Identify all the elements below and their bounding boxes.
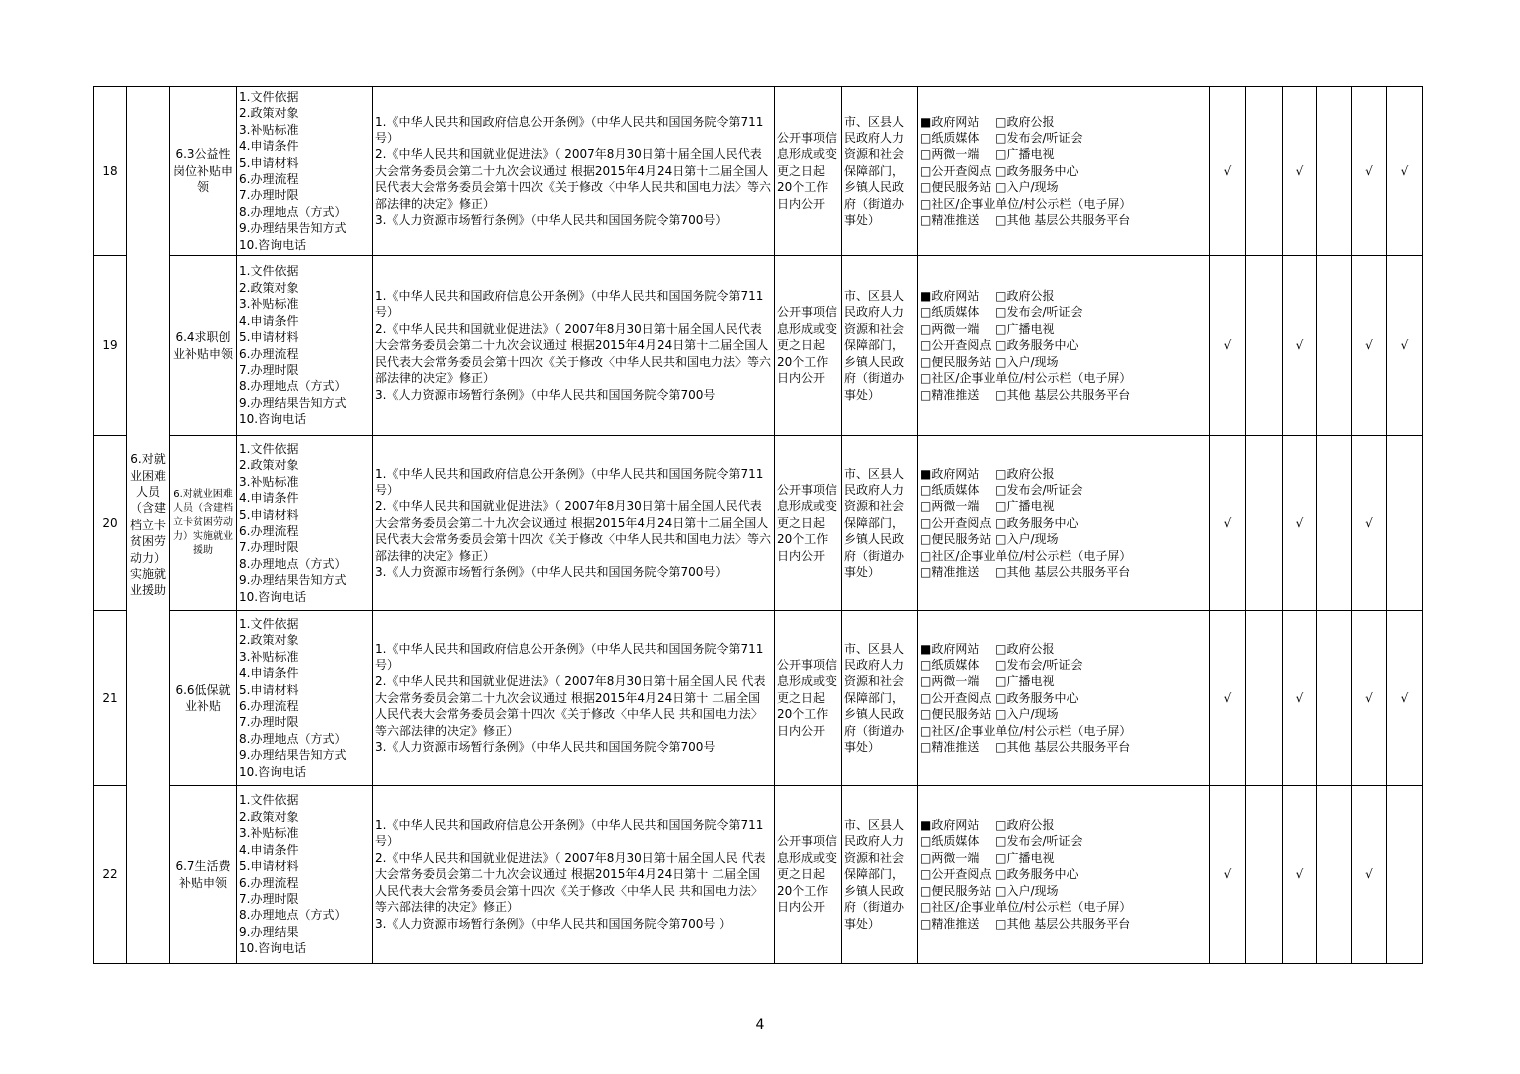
channel-item: □便民服务站 □入户/现场	[920, 354, 1059, 369]
subitem-name: 6.4求职创业补贴申领	[170, 256, 237, 436]
category-cell: 6.对就业困难人员（含建档立卡贫困劳动力）实施就业援助	[127, 87, 170, 964]
channel-item: □公开查阅点 □政务服务中心	[920, 338, 1079, 353]
channel-item: ■政府网站 □政府公报	[920, 466, 1055, 481]
disclosure-timing: 公开事项信息形成或变更之日起20个工作日内公开	[775, 87, 842, 256]
channel-item: □纸质媒体 □发布会/听证会	[920, 305, 1083, 320]
check-mark: √	[1283, 786, 1317, 964]
channel-item: □社区/企事业单位/村公示栏（电子屏）	[920, 196, 1132, 211]
content-item: 3.补贴标准	[239, 826, 299, 841]
channel-item: □便民服务站 □入户/现场	[920, 180, 1059, 195]
content-item: 2.政策对象	[239, 106, 299, 121]
basis-item: 1.《中华人民共和国政府信息公开条例》（中华人民共和国国务院令第711号）	[375, 641, 764, 672]
subitem-name: 6.对就业困难人员（含建档立卡贫困劳动力）实施就业援助	[170, 436, 237, 611]
disclosure-content	[237, 87, 373, 256]
basis-item: 1.《中华人民共和国政府信息公开条例》（中华人民共和国国务院令第711号）	[375, 466, 764, 497]
content-item: 1.文件依据	[239, 264, 299, 279]
check-mark: √	[1283, 611, 1317, 786]
content-item: 2.政策对象	[239, 633, 299, 648]
subitem-name: 6.6低保就业补贴	[170, 611, 237, 786]
disclosure-subject: 市、区县人民政府人力资源和社会保障部门，乡镇人民政府（街道办事处）	[842, 256, 918, 436]
content-item: 10.咨询电话	[239, 237, 307, 252]
content-item: 10.咨询电话	[239, 764, 307, 779]
channel-item: □公开查阅点 □政务服务中心	[920, 163, 1079, 178]
check-mark: √	[1210, 611, 1246, 786]
disclosure-timing: 公开事项信息形成或变更之日起20个工作日内公开	[775, 256, 842, 436]
check-mark: √	[1283, 87, 1317, 256]
basis-item: 1.《中华人民共和国政府信息公开条例》（中华人民共和国国务院令第711号）	[375, 818, 764, 849]
legal-basis	[373, 436, 775, 611]
check-mark	[1246, 87, 1283, 256]
channel-item: ■政府网站 □政府公报	[920, 114, 1055, 129]
content-item: 7.办理时限	[239, 891, 299, 906]
content-item: 10.咨询电话	[239, 412, 307, 427]
content-item: 4.申请条件	[239, 666, 299, 681]
disclosure-subject: 市、区县人民政府人力资源和社会保障部门，乡镇人民政府（街道办事处）	[842, 436, 918, 611]
legal-basis	[373, 87, 775, 256]
legal-basis	[373, 611, 775, 786]
channel-item: □便民服务站 □入户/现场	[920, 707, 1059, 722]
content-item: 4.申请条件	[239, 842, 299, 857]
check-mark: √	[1210, 87, 1246, 256]
content-item: 10.咨询电话	[239, 941, 307, 956]
check-mark: √	[1283, 256, 1317, 436]
disclosure-content	[237, 436, 373, 611]
channel-item: ■政府网站 □政府公报	[920, 641, 1055, 656]
check-mark	[1246, 256, 1283, 436]
channel-item: □精准推送 □其他 基层公共服务平台	[920, 387, 1131, 402]
content-item: 6.办理流程	[239, 172, 299, 186]
disclosure-content	[237, 256, 373, 436]
content-item: 10.咨询电话	[239, 589, 307, 604]
content-item: 9.办理结果告知方式	[239, 395, 347, 410]
content-item: 7.办理时限	[239, 362, 299, 377]
basis-item: 3.《人力资源市场暂行条例》（中华人民共和国国务院令第700号	[375, 387, 716, 402]
check-mark: √	[1352, 256, 1387, 436]
disclosure-timing: 公开事项信息形成或变更之日起20个工作日内公开	[775, 611, 842, 786]
check-mark	[1317, 87, 1352, 256]
content-item: 7.办理时限	[239, 540, 299, 555]
check-mark	[1317, 786, 1352, 964]
content-item: 5.申请材料	[239, 507, 299, 522]
check-mark: √	[1210, 786, 1246, 964]
disclosure-channels	[918, 436, 1210, 611]
content-item: 9.办理结果	[239, 924, 299, 939]
page-number: 4	[755, 1017, 765, 1033]
basis-item: 1.《中华人民共和国政府信息公开条例》（中华人民共和国国务院令第711号）	[375, 289, 764, 320]
channel-item: □精准推送 □其他 基层公共服务平台	[920, 565, 1131, 580]
check-mark	[1387, 786, 1423, 964]
content-item: 8.办理地点（方式）	[239, 731, 347, 746]
channel-item: □纸质媒体 □发布会/听证会	[920, 482, 1083, 497]
content-item: 2.政策对象	[239, 458, 299, 473]
legal-basis	[373, 786, 775, 964]
subitem-name: 6.7生活费补贴申领	[170, 786, 237, 964]
disclosure-content	[237, 786, 373, 964]
content-item: 6.办理流程	[239, 875, 299, 890]
check-mark: √	[1352, 611, 1387, 786]
content-item: 5.申请材料	[239, 330, 299, 345]
row-number: 18	[94, 87, 127, 256]
check-mark: √	[1387, 256, 1423, 436]
content-item: 9.办理结果告知方式	[239, 221, 347, 236]
check-mark	[1317, 611, 1352, 786]
table-row	[94, 256, 1423, 436]
content-item: 1.文件依据	[239, 616, 299, 631]
disclosure-subject: 市、区县人民政府人力资源和社会保障部门，乡镇人民政府（街道办事处）	[842, 611, 918, 786]
check-mark: √	[1352, 87, 1387, 256]
content-item: 8.办理地点（方式）	[239, 556, 347, 571]
row-number: 19	[94, 256, 127, 436]
disclosure-timing: 公开事项信息形成或变更之日起20个工作日内公开	[775, 786, 842, 964]
disclosure-subject: 市、区县人民政府人力资源和社会保障部门，乡镇人民政府（街道办事处）	[842, 87, 918, 256]
basis-item: 3.《人力资源市场暂行条例》（中华人民共和国国务院令第700号）	[375, 565, 728, 580]
disclosure-subject: 市、区县人民政府人力资源和社会保障部门，乡镇人民政府（街道办事处）	[842, 786, 918, 964]
channel-item: □精准推送 □其他 基层公共服务平台	[920, 916, 1131, 931]
row-number: 22	[94, 786, 127, 964]
legal-basis	[373, 256, 775, 436]
row-number: 21	[94, 611, 127, 786]
channel-item: □两微一端 □广播电视	[920, 674, 1055, 689]
channel-item: □社区/企事业单位/村公示栏（电子屏）	[920, 548, 1132, 563]
table-row	[94, 436, 1423, 611]
check-mark	[1387, 436, 1423, 611]
content-item: 9.办理结果告知方式	[239, 573, 347, 588]
basis-item: 3.《人力资源市场暂行条例》（中华人民共和国国务院令第700号 ）	[375, 916, 732, 931]
content-item: 4.申请条件	[239, 313, 299, 328]
table-row	[94, 786, 1423, 964]
basis-item: 3.《人力资源市场暂行条例》（中华人民共和国国务院令第700号	[375, 740, 716, 755]
row-number: 20	[94, 436, 127, 611]
check-mark	[1246, 786, 1283, 964]
content-item: 3.补贴标准	[239, 122, 299, 137]
check-mark: √	[1210, 256, 1246, 436]
content-item: 5.申请材料	[239, 682, 299, 697]
content-item: 4.申请条件	[239, 139, 299, 154]
content-item: 1.文件依据	[239, 793, 299, 808]
basis-item: 2.《中华人民共和国就业促进法》（ 2007年8月30日第十届全国人民代表大会常务委员会第二十九次会议通过 根据2015年4月24日第十二届全国人民代表大会常务委员会第十四次《关于修改〈中华人民共和国电力法〉等六部法律的决定》修正）	[375, 499, 772, 563]
check-mark: √	[1283, 436, 1317, 611]
content-item: 8.办理地点（方式）	[239, 204, 347, 219]
check-mark: √	[1352, 786, 1387, 964]
content-item: 6.办理流程	[239, 699, 299, 713]
table-row	[94, 611, 1423, 786]
check-mark: √	[1387, 611, 1423, 786]
content-item: 5.申请材料	[239, 155, 299, 170]
content-item: 5.申请材料	[239, 859, 299, 874]
channel-item: ■政府网站 □政府公报	[920, 818, 1055, 833]
channel-item: □社区/企事业单位/村公示栏（电子屏）	[920, 371, 1132, 386]
disclosure-channels	[918, 786, 1210, 964]
basis-item: 1.《中华人民共和国政府信息公开条例》（中华人民共和国国务院令第711号）	[375, 114, 764, 145]
check-mark: √	[1352, 436, 1387, 611]
channel-item: □两微一端 □广播电视	[920, 850, 1055, 865]
content-item: 2.政策对象	[239, 809, 299, 824]
check-mark: √	[1210, 436, 1246, 611]
basis-item: 2.《中华人民共和国就业促进法》（ 2007年8月30日第十届全国人民 代表大会常务委员会第二十九次会议通过 根据2015年4月24日第十 二届全国人民代表大会常务委员会第十四次《关于修改〈中华人民 共和国电力法〉等六部法律的决定》修正）	[375, 850, 766, 915]
disclosure-channels	[918, 611, 1210, 786]
subitem-name: 6.3公益性岗位补贴申领	[170, 87, 237, 256]
channel-item: □公开查阅点 □政务服务中心	[920, 867, 1079, 882]
channel-item: □公开查阅点 □政务服务中心	[920, 515, 1079, 530]
channel-item: □两微一端 □广播电视	[920, 147, 1055, 162]
disclosure-timing: 公开事项信息形成或变更之日起20个工作日内公开	[775, 436, 842, 611]
channel-item: □两微一端 □广播电视	[920, 499, 1055, 514]
channel-item: □精准推送 □其他 基层公共服务平台	[920, 213, 1131, 228]
content-item: 1.文件依据	[239, 441, 299, 456]
check-mark	[1317, 256, 1352, 436]
content-item: 9.办理结果告知方式	[239, 748, 347, 763]
check-mark	[1317, 436, 1352, 611]
channel-item: □便民服务站 □入户/现场	[920, 883, 1059, 898]
disclosure-channels	[918, 87, 1210, 256]
disclosure-content	[237, 611, 373, 786]
basis-item: 3.《人力资源市场暂行条例》（中华人民共和国国务院令第700号）	[375, 213, 728, 228]
content-item: 4.申请条件	[239, 491, 299, 506]
content-item: 6.办理流程	[239, 524, 299, 538]
content-item: 7.办理时限	[239, 188, 299, 203]
content-item: 3.补贴标准	[239, 297, 299, 312]
content-item: 3.补贴标准	[239, 474, 299, 489]
check-mark: √	[1387, 87, 1423, 256]
channel-item: □便民服务站 □入户/现场	[920, 532, 1059, 547]
channel-item: □社区/企事业单位/村公示栏（电子屏）	[920, 723, 1132, 738]
check-mark	[1246, 611, 1283, 786]
channel-item: ■政府网站 □政府公报	[920, 289, 1055, 304]
channel-item: □纸质媒体 □发布会/听证会	[920, 130, 1083, 145]
channel-item: □两微一端 □广播电视	[920, 321, 1055, 336]
channel-item: □社区/企事业单位/村公示栏（电子屏）	[920, 900, 1132, 915]
content-item: 3.补贴标准	[239, 649, 299, 664]
content-item: 8.办理地点（方式）	[239, 379, 347, 394]
channel-item: □纸质媒体 □发布会/听证会	[920, 834, 1083, 849]
basis-item: 2.《中华人民共和国就业促进法》（ 2007年8月30日第十届全国人民代表大会常务委员会第二十九次会议通过 根据2015年4月24日第十二届全国人民代表大会常务委员会第十四次《关于修改〈中华人民共和国电力法〉等六部法律的决定》修正）	[375, 321, 772, 386]
disclosure-channels	[918, 256, 1210, 436]
check-mark	[1246, 436, 1283, 611]
content-item: 7.办理时限	[239, 715, 299, 730]
content-item: 8.办理地点（方式）	[239, 908, 347, 923]
basis-item: 2.《中华人民共和国就业促进法》（ 2007年8月30日第十届全国人民 代表大会常务委员会第二十九次会议通过 根据2015年4月24日第十 二届全国人民代表大会常务委员会第十四次《关于修改〈中华人民 共和国电力法〉等六部法律的决定》修正）	[375, 674, 766, 738]
content-item: 6.办理流程	[239, 346, 299, 361]
channel-item: □公开查阅点 □政务服务中心	[920, 690, 1079, 705]
table-row	[94, 87, 1423, 256]
content-item: 2.政策对象	[239, 280, 299, 295]
basis-item: 2.《中华人民共和国就业促进法》（ 2007年8月30日第十届全国人民代表大会常务委员会第二十九次会议通过 根据2015年4月24日第十二届全国人民代表大会常务委员会第十四次《关于修改〈中华人民共和国电力法〉等六部法律的决定》修正）	[375, 147, 772, 211]
content-item: 1.文件依据	[239, 89, 299, 104]
channel-item: □纸质媒体 □发布会/听证会	[920, 657, 1083, 672]
disclosure-table	[93, 86, 1423, 964]
channel-item: □精准推送 □其他 基层公共服务平台	[920, 740, 1131, 755]
